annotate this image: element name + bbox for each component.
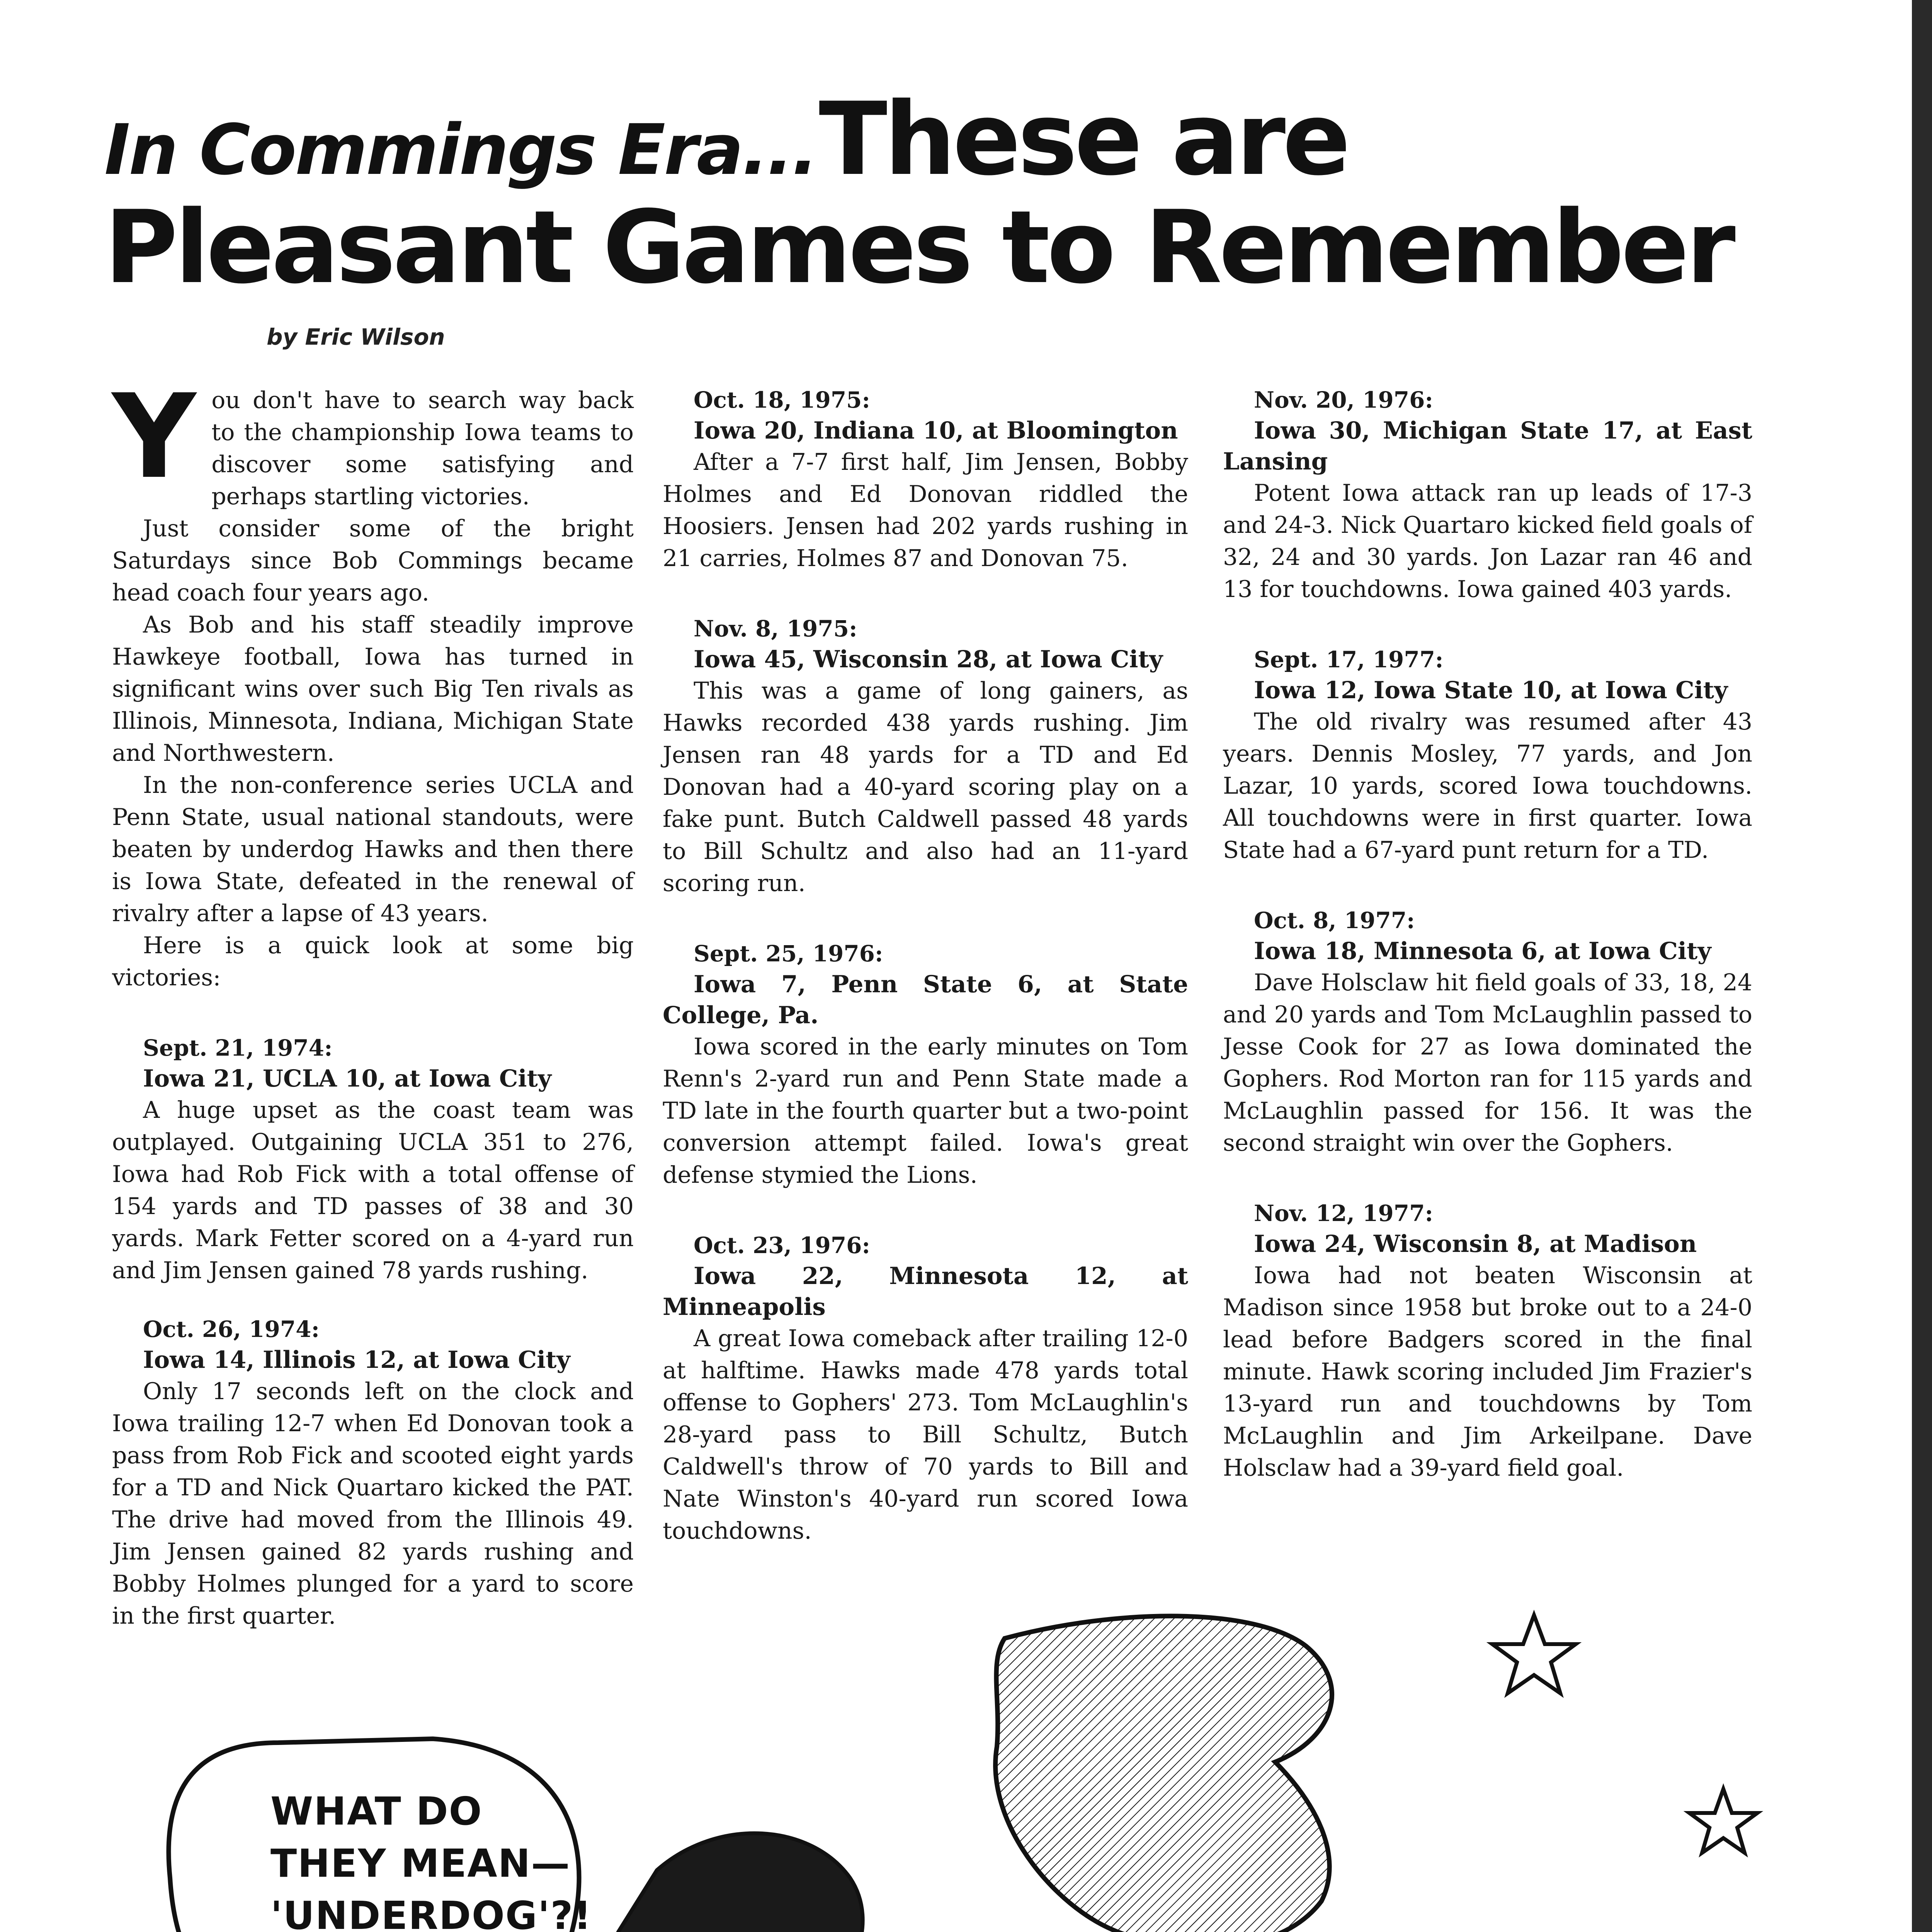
game-result: Iowa 18, Minnesota 6, at Iowa City — [1254, 937, 1711, 965]
game-date: Oct. 26, 1974: — [143, 1316, 320, 1342]
game-text: This was a game of long gainers, as Hawks recorded 438 yards rushing. Jim Jensen ran 48 yards for a TD and Ed Donovan had a 40-yard scoring play on a fake punt. Butch Caldwell passed 48 yards to Bill Schultz and also had an 11-yard scoring run. — [663, 677, 1188, 897]
star-icon — [1492, 1615, 1576, 1693]
game-date: Nov. 8, 1975: — [694, 616, 857, 642]
column-2 — [663, 384, 1188, 1547]
game-date: Nov. 12, 1977: — [1254, 1200, 1433, 1226]
intro-paragraph-1: ou don't have to search way back to the championship Iowa teams to discover some satisfying and perhaps startling victories. — [211, 387, 634, 510]
game-entry — [663, 613, 1188, 900]
intro-paragraph-4: In the non-conference series UCLA and Penn State, usual national standouts, were beaten by underdog Hawks and then there is Iowa State, defeated in the renewal of rivalry after a lapse of 43 years. — [112, 772, 634, 927]
speech-bubble-text — [270, 1785, 592, 1932]
game-result: Iowa 24, Wisconsin 8, at Madison — [1254, 1230, 1697, 1258]
game-result: Iowa 14, Illinois 12, at Iowa City — [143, 1346, 570, 1374]
intro-paragraph-2: Just consider some of the bright Saturdays since Bob Commings became head coach four years ago. — [112, 515, 634, 606]
game-result: Iowa 12, Iowa State 10, at Iowa City — [1254, 677, 1728, 704]
game-result: Iowa 21, UCLA 10, at Iowa City — [143, 1065, 552, 1092]
speech-line-2: THEY MEAN— — [270, 1841, 571, 1886]
game-text: A huge upset as the coast team was outplayed. Outgaining UCLA 351 to 276, Iowa had Rob Fick with a total offense of 154 yards and TD passes of 38 and 30 yards. Mark Fetter scored on a 4-yard run and Jim Jensen gained 78 yards rushing. — [112, 1097, 634, 1284]
game-text: The old rivalry was resumed after 43 years. Dennis Mosley, 77 yards, and Jon Lazar, 10 yards, scored Iowa touchdowns. All touchdowns were in first quarter. Iowa State had a 67-yard punt return for a TD. — [1223, 708, 1752, 864]
intro — [112, 369, 634, 994]
game-date: Sept. 25, 1976: — [694, 940, 883, 967]
game-text: Iowa scored in the early minutes on Tom Renn's 2-yard run and Penn State made a TD late in the fourth quarter but a two-point conversion attempt failed. Iowa's great defense stymied the Lions. — [663, 1033, 1188, 1189]
headline-line-1 — [104, 81, 1348, 198]
intro-paragraph-3: As Bob and his staff steadily improve Hawkeye football, Iowa has turned in significant wins over such Big Ten rivals as Illinois, Minnesota, Indiana, Michigan State and Northwestern. — [112, 611, 634, 767]
game-text: Potent Iowa attack ran up leads of 17-3 and 24-3. Nick Quartaro kicked field goals of 32, 24 and 30 yards. Jon Lazar ran 46 and 13 for touchdowns. Iowa gained 403 yards. — [1223, 480, 1752, 603]
column-1 — [112, 369, 634, 1632]
column-3 — [1223, 384, 1752, 1484]
game-date: Sept. 21, 1974: — [143, 1035, 333, 1061]
game-date: Oct. 8, 1977: — [1254, 907, 1415, 934]
game-result: Iowa 22, Minnesota 12, at Minneapolis — [663, 1262, 1188, 1321]
game-result: Iowa 20, Indiana 10, at Bloomington — [694, 417, 1178, 444]
headline-kicker: In Commings Era... — [104, 110, 817, 190]
speech-line-1: WHAT DO — [270, 1789, 483, 1834]
page-edge — [1912, 0, 1932, 1932]
game-entry — [1223, 384, 1752, 605]
game-text: Iowa had not beaten Wisconsin at Madison since 1958 but broke out to a 24-0 lead before Badgers scored in the final minute. Hawk scoring included Jim Frazier's 13-yard run and touchdowns by Tom McLaughlin and Jim Arkeilpane. Dave Holsclaw had a 39-yard field goal. — [1223, 1262, 1752, 1481]
game-text: After a 7-7 first half, Jim Jensen, Bobby Holmes and Ed Donovan riddled the Hoosiers. Jensen had 202 yards rushing in 21 carries, Holmes 87 and Donovan 75. — [663, 449, 1188, 572]
game-result: Iowa 30, Michigan State 17, at East Lansing — [1223, 417, 1752, 475]
game-entry — [663, 938, 1188, 1191]
game-entry — [663, 1230, 1188, 1547]
game-entry — [1223, 905, 1752, 1159]
game-date: Oct. 18, 1975: — [694, 387, 870, 413]
game-entry — [663, 384, 1188, 575]
tackled-player-running — [995, 1616, 1332, 1932]
game-entry — [1223, 644, 1752, 866]
drop-cap: Y — [112, 369, 196, 504]
game-text: Only 17 seconds left on the clock and Iowa trailing 12-7 when Ed Donovan took a pass from Rob Fick and scooted eight yards for a TD and Nick Quartaro kicked the PAT. The drive had moved from the Illinois 49. Jim Jensen gained 82 yards rushing and Bobby Holmes plunged for a yard to score in the first quarter. — [112, 1378, 634, 1629]
game-result: Iowa 45, Wisconsin 28, at Iowa City — [694, 646, 1163, 673]
game-result: Iowa 7, Penn State 6, at State College, Pa. — [663, 971, 1188, 1029]
game-entry — [112, 1032, 634, 1287]
game-date: Oct. 23, 1976: — [694, 1232, 870, 1259]
game-date: Sept. 17, 1977: — [1254, 646, 1444, 673]
game-entry — [1223, 1198, 1752, 1484]
star-icon — [1689, 1789, 1757, 1853]
headline-part-1: These are — [819, 81, 1348, 198]
game-text: A great Iowa comeback after trailing 12-0 at halftime. Hawks made 478 yards total offense to Gophers' 273. Tom McLaughlin's 28-yard pass to Bill Schultz, Butch Caldwell's throw of 70 yards to Bill and Nate Winston's 40-yard run scored Iowa touchdowns. — [663, 1325, 1188, 1544]
game-text: Dave Holsclaw hit field goals of 33, 18, 24 and 20 yards and Tom McLaughlin passed to Jesse Cook for 27 as Iowa dominated the Gophers. Rod Morton ran for 115 yards and McLaughlin passed for 156. It was the second straight win over the Gophers. — [1223, 969, 1752, 1156]
game-date: Nov. 20, 1976: — [1254, 387, 1433, 413]
byline: by Eric Wilson — [267, 324, 445, 350]
intro-paragraph-5: Here is a quick look at some big victories: — [112, 932, 634, 991]
headline-part-2: Pleasant Games to Remember — [104, 189, 1733, 306]
speech-line-3: 'UNDERDOG'?! — [270, 1893, 592, 1932]
player-in-dark-jersey — [605, 1833, 862, 1932]
